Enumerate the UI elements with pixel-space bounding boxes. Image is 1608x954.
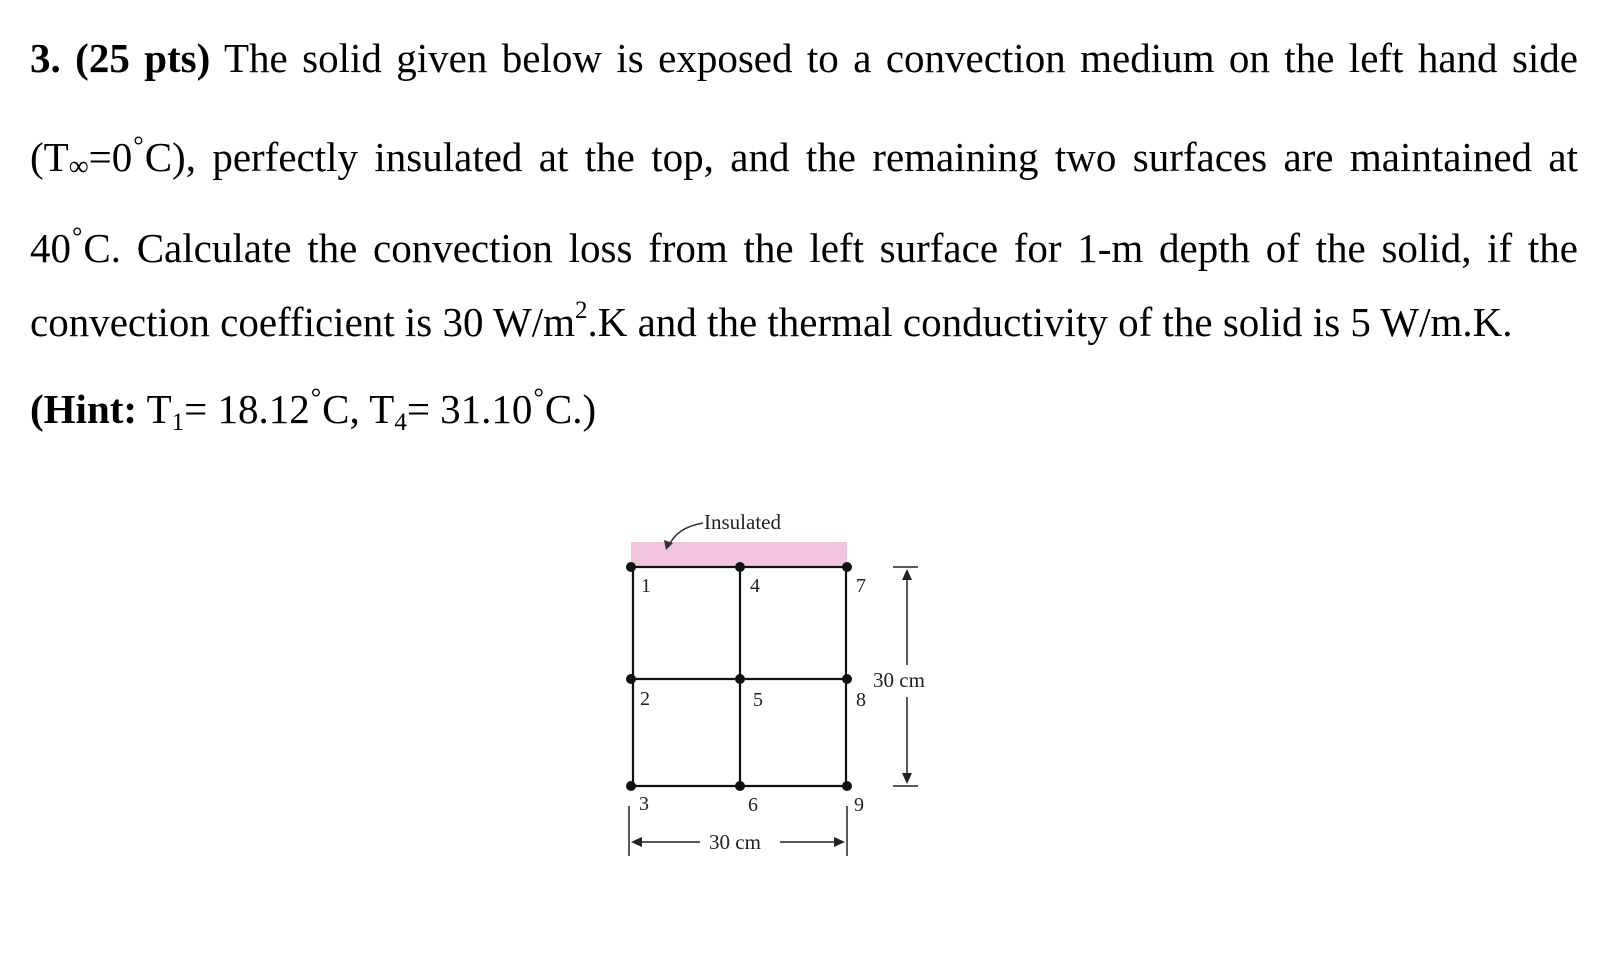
node-9 [842, 781, 852, 791]
node-label-3: 3 [639, 793, 649, 815]
node-label-5: 5 [753, 689, 763, 711]
height-dimension-label: 30 cm [873, 668, 925, 692]
problem-line-4: convection coefficient is 30 $W/m^2.K$ and the thermal conductivity of the solid is 5 W/m.K. [30, 297, 1513, 345]
node-5 [735, 674, 745, 684]
insulated-label: Insulated [704, 510, 781, 534]
problem-line-2: (T∞=0°C), perfectly insulated at the top, and the remaining two surfaces are maintained at [30, 131, 1578, 182]
problem-line-1: 3. (25 pts) The solid given below is exposed to a convection medium on the left hand side [30, 35, 1578, 81]
problem-line-3: 40°C. Calculate the convection loss from the left surface for 1-m depth of the solid, if the [30, 222, 1578, 271]
node-4 [735, 562, 745, 572]
node-6 [735, 781, 745, 791]
node-label-4: 4 [750, 575, 760, 597]
node-label-9: 9 [854, 794, 864, 816]
node-label-6: 6 [748, 794, 758, 816]
node-8 [842, 674, 852, 684]
node-label-8: 8 [856, 689, 866, 711]
node-2 [626, 674, 636, 684]
hint-line: (Hint: $T_1= 18.12^\circ C$, $T_4= 31.10^\circ C$.) [30, 383, 597, 436]
hint-label: Hint: [43, 386, 138, 432]
node-3 [626, 781, 636, 791]
node-1 [626, 562, 636, 572]
node-labels [639, 575, 866, 816]
problem-number: 3. (25 pts) [30, 35, 211, 81]
width-dimension-label: 30 cm [709, 830, 761, 854]
node-label-7: 7 [856, 575, 866, 597]
node-label-2: 2 [640, 688, 650, 710]
node-label-1: 1 [641, 575, 651, 597]
node-7 [842, 562, 852, 572]
